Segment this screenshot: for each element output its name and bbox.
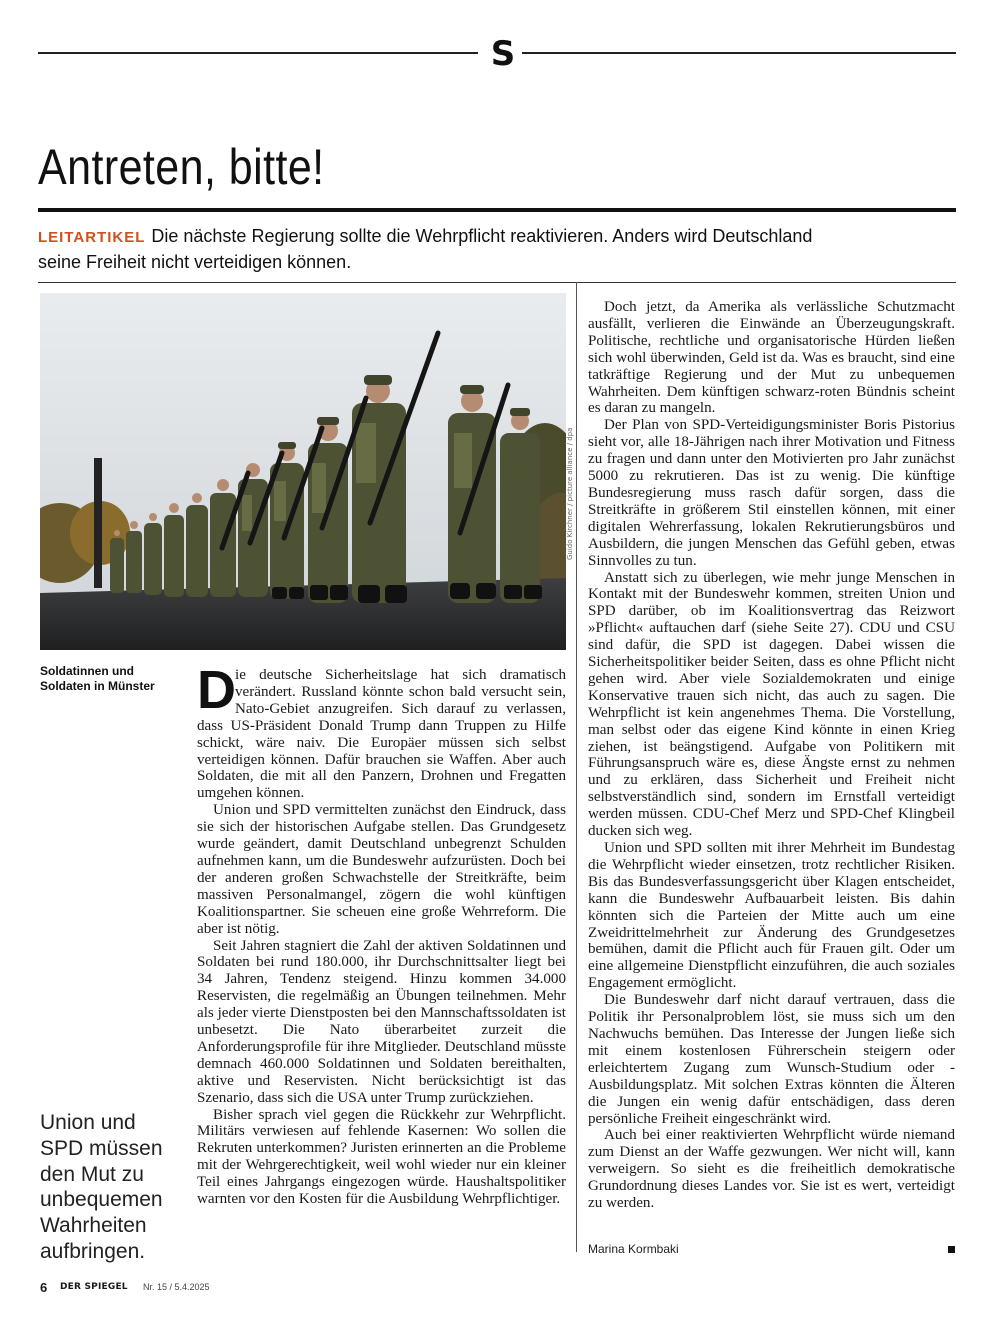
end-mark-icon <box>948 1246 955 1253</box>
paragraph-1 <box>197 660 566 802</box>
page-number: 6 <box>40 1280 48 1295</box>
column-divider <box>576 282 577 1252</box>
issue-info: Nr. 15 / 5.4.2025 <box>143 1282 210 1292</box>
headline-rule <box>38 208 956 212</box>
masthead-rule-right <box>522 52 956 54</box>
paragraph-2: Union und SPD vermittelten zunächst den Eindruck, dass sie sich der historischen Aufgabe stellen. Das Grundgesetz wurde geändert, damit Deutschland unbegrenzt Schulden aufnehmen kann, um die Bundeswehr aufzurüsten. Doch bei der anderen großen Schwachstelle der Streitkräfte, beim massiven Personalmangel, zögern die wohl künftigen Koalitionspartner. Sie scheuen eine große Wehrreform. Die aber ist nötig. <box>197 802 566 937</box>
page-title: Antreten, bitte! <box>38 139 325 195</box>
article-column-right <box>588 299 955 1212</box>
author-name: Marina Kormbaki <box>588 1242 679 1256</box>
paragraph-3: Seit Jahren stagniert die Zahl der aktiven Soldatinnen und Soldaten bei rund 180.000, ihr Durchschnittsalter liegt bei 34 Jahren, Tendenz steigend. Hinzu kommen 34.000 Reservisten, die regelmäßig an Übungen teilnehmen. Mehr als jeder vierte Dienstposten bei den Mannschaftssoldaten ist unbesetzt. Die Nato überarbeitet zurzeit die Anforderungsprofile für ihre Mitglieder. Deutschland müsste demnach 460.000 Soldatinnen und Soldaten bereithalten, aktive und Reservisten. Nicht berücksichtigt ist das Szenario, dass sich die USA unter Trump zurückziehen. <box>197 937 566 1106</box>
paragraph-1-text: ie deutsche Sicherheitslage hat sich dramatisch verändert. Russland könnte schon bald versucht sein, Nato-Gebiet anzugreifen. Sich darauf zu verlassen, dass US-Präsident Donald Trump dann Truppen zu Hilfe schickt, wäre naiv. Die Europäer müssen sich selbst verteidigen können. Dafür brauchen sie Waffen. Aber auch Soldaten, die mit all den Panzern, Drohnen und Fregatten umgehen können. <box>197 667 566 802</box>
paragraph-7: Anstatt sich zu überlegen, wie mehr junge Menschen in Kontakt mit der Bundeswehr kommen, streiten Union und SPD darüber, ob im Koalitionsvertrag das Reizwort »Pflicht« auftauchen darf (siehe Seite 27). CDU und CSU sind dafür, die SPD ist dagegen. Dabei wissen die Sicherheitspolitiker beider Seiten, dass es ohne Pflicht nicht gehen wird. Aber viele Sozialdemokraten und einige Konservative trauen sich nicht, das auch zu sagen. Die Wehrpflicht ist kein angenehmes Thema. Die Vorstellung, man selbst oder das eigene Kind könnte in einen Krieg ziehen, ist beängstigend. Aufgabe von Politikern mit Führungsanspruch wäre es, diese Ängste ernst zu nehmen und zu erklären, dass Sicherheit und Freiheit nicht selbstverständlich sind, sondern im Ernstfall verteidigt werden müssen. CDU-Chef Merz und SPD-Chef Klingbeil ducken sich weg. <box>588 569 955 840</box>
teaser <box>38 224 858 275</box>
photo-credit: Guido Kirchner / picture alliance / dpa <box>566 427 574 560</box>
publication-name: DER SPIEGEL <box>60 1282 128 1292</box>
kicker: LEITARTIKEL <box>38 229 146 246</box>
paragraph-10: Auch bei einer reaktivierten Wehrpflicht würde niemand zum Dienst an der Waffe gezwungen. Wer nicht will, kann verweigern. So sieht es die freiheitlich demokratische Grundordnung dieses Landes vor. Sie ist es wert, verteidigt zu werden. <box>588 1127 955 1212</box>
masthead-rule-left <box>38 52 478 54</box>
paragraph-8: Union und SPD sollten mit ihrer Mehrheit im Bundestag die Wehrpflicht wieder einsetzen, trotz rechtlicher Risiken. Bis das Bundesverfassungsgericht über Klagen entscheidet, kann die Bundeswehr Aufbauarbeit leisten. Bis dahin könnten sich die Parteien der Mitte auch um eine Zweidrittelmehrheit zur Änderung des Grundgesetzes bemühen, damit die Pflicht auch für Frauen gilt. Oder um eine allgemeine Dienstpflicht einzuführen, die auch soziales Engagement ermöglicht. <box>588 840 955 992</box>
paragraph-9: Die Bundeswehr darf nicht darauf vertrauen, dass die Politik ihr Personalproblem löst, sie muss sich um den Nachwuchs bemühen. Das Interesse der Jungen ließe sich mit einem kostenlosen Führerschein steigern oder erleichtertem Zugang zum Wunsch-Studium oder -Ausbildungsplatz. Mit solchen Extras könnten die Älteren die Jungen ein wenig dafür entschädigen, dass deren persönliche Freiheit eingeschränkt wird. <box>588 992 955 1127</box>
article-column-middle <box>197 660 566 1208</box>
teaser-text: Die nächste Regierung sollte die Wehrpflicht reaktivieren. Anders wird Deutschland seine Freiheit nicht verteidigen können. <box>38 226 813 272</box>
soldiers-photo <box>40 293 566 650</box>
teaser-rule <box>38 282 956 283</box>
paragraph-6: Der Plan von SPD-Verteidigungsminister Boris Pistorius sieht vor, alle 18-Jährigen nach ihrer Motivation und Fitness zu fragen und dann unter den Motivierten pro Jahr zunächst 5000 zu rekrutieren. Das ist zu wenig. Die künftige Bundesregierung muss rasch dafür sorgen, dass die Streitkräfte in größerem Stil einstellen können, mit einer digitalen Wehrerfassung, lokalen Rekrutierungsbüros und Ausbildern, die jungen Menschen das Gefühl geben, etwas Sinnvolles zu tun. <box>588 417 955 569</box>
paragraph-4: Bisher sprach viel gegen die Rückkehr zur Wehrpflicht. Militärs verwiesen auf fehlende Kasernen: Wo sollen die Rekruten unterkommen? Juristen erinnerten an die Probleme mit der Wehrgerechtigkeit, weil wohl wieder nur ein kleiner Teil eines Jahrgangs eingezogen würde. Haushaltspolitiker warnten vor den Kosten für die Ausbildung Wehrpflichtiger. <box>197 1106 566 1208</box>
paragraph-5: Doch jetzt, da Amerika als verlässliche Schutzmacht ausfällt, verlieren die Einwände an Überzeugungskraft. Politische, rechtliche und organisatorische Hürden ließen sich wohl überwinden, Geld ist da. Was es braucht, sind eine tatkräftige Regierung und der Mut zu unbequemen Wahrheiten. Dem künftigen schwarz-roten Bündnis scheint es daran zu mangeln. <box>588 299 955 417</box>
drop-cap: D <box>197 660 236 720</box>
pull-quote: Union und SPD müssen den Mut zu unbequemen Wahrheiten aufbringen. <box>40 1111 163 1263</box>
photo-caption: Soldatinnen und Soldaten in Münster <box>40 664 155 693</box>
spiegel-logo: S <box>484 36 522 72</box>
